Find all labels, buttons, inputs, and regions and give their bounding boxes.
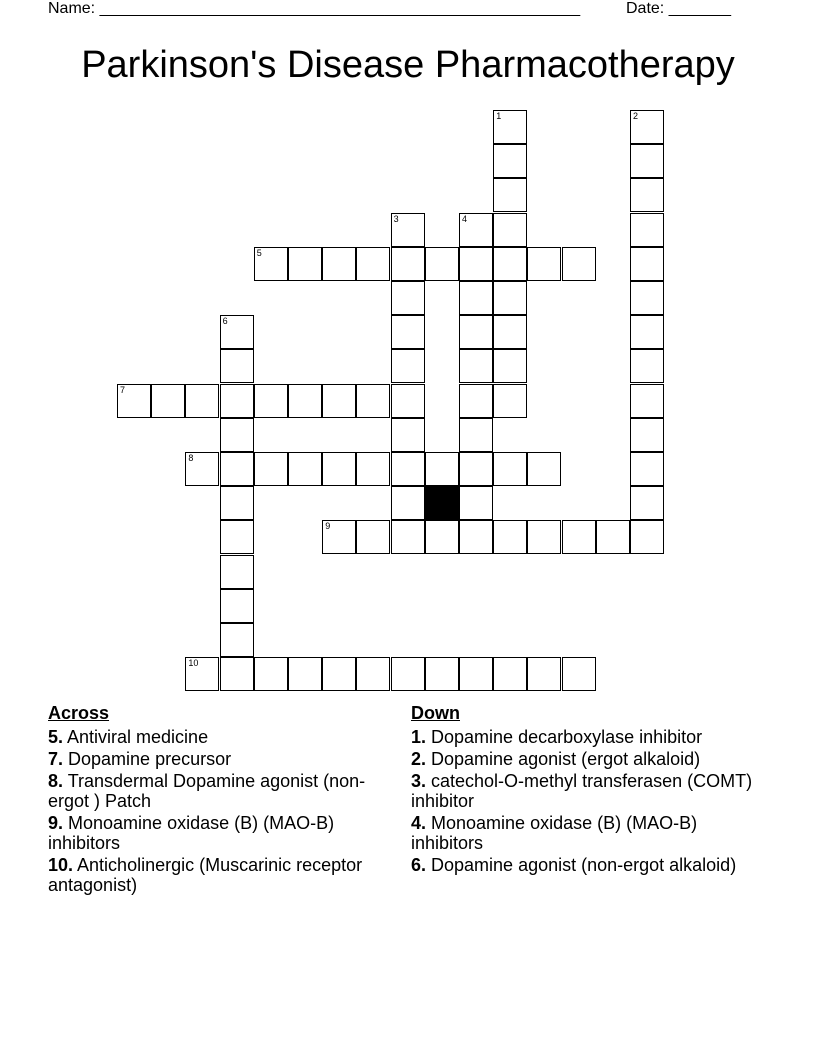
grid-cell[interactable]	[322, 384, 356, 418]
grid-cell[interactable]	[220, 418, 254, 452]
grid-cell[interactable]	[493, 144, 527, 178]
grid-cell[interactable]	[288, 247, 322, 281]
grid-cell[interactable]	[322, 657, 356, 691]
grid-cell[interactable]	[425, 247, 459, 281]
across-clues	[48, 702, 388, 897]
grid-cell[interactable]	[493, 315, 527, 349]
black-cell	[425, 486, 459, 520]
clue-text: Dopamine agonist (non-ergot alkaloid)	[426, 855, 737, 875]
grid-cell[interactable]	[630, 418, 664, 452]
grid-cell[interactable]	[220, 589, 254, 623]
grid-cell[interactable]	[288, 657, 322, 691]
grid-cell[interactable]	[459, 349, 493, 383]
grid-cell[interactable]	[356, 657, 390, 691]
clue-number: 6.	[411, 855, 427, 875]
clue-number: 7	[120, 384, 126, 395]
grid-cell[interactable]	[151, 384, 185, 418]
grid-cell[interactable]	[117, 384, 151, 418]
grid-cell[interactable]	[459, 384, 493, 418]
grid-cell[interactable]	[185, 452, 219, 486]
grid-cell[interactable]	[493, 110, 527, 144]
grid-cell[interactable]	[630, 315, 664, 349]
grid-cell[interactable]	[459, 486, 493, 520]
clue-text: Monoamine oxidase (B) (MAO-B) inhibitors	[411, 813, 698, 853]
clue-text: Dopamine precursor	[63, 749, 232, 769]
grid-cell[interactable]	[254, 247, 288, 281]
grid-cell[interactable]	[562, 520, 596, 554]
grid-cell[interactable]	[220, 657, 254, 691]
clue-number: 2.	[411, 749, 427, 769]
grid-cell[interactable]	[493, 349, 527, 383]
grid-cell[interactable]	[220, 349, 254, 383]
grid-cell[interactable]	[220, 623, 254, 657]
clue-number: 8	[188, 453, 194, 463]
grid-cell[interactable]	[493, 213, 527, 247]
grid-cell[interactable]	[391, 452, 425, 486]
grid-cell[interactable]	[493, 520, 527, 554]
grid-cell[interactable]	[459, 657, 493, 691]
name-field-label[interactable]: Name: ______________________________________________________	[48, 0, 581, 17]
page-title: Parkinson's Disease Pharmacotherapy	[81, 44, 735, 86]
grid-cell[interactable]	[630, 384, 664, 418]
clue-number: 9	[325, 521, 331, 532]
clue-number: 5	[256, 247, 262, 258]
grid-cell[interactable]	[493, 281, 527, 315]
grid-cell[interactable]	[459, 418, 493, 452]
clue-text: Monoamine oxidase (B) (MAO-B) inhibitors	[48, 813, 335, 853]
grid-cell[interactable]	[185, 384, 219, 418]
grid-cell[interactable]	[391, 247, 425, 281]
grid-cell[interactable]	[630, 213, 664, 247]
grid-cell[interactable]	[288, 452, 322, 486]
grid-cell[interactable]	[630, 178, 664, 212]
clue-number: 4	[462, 213, 468, 224]
grid-cell[interactable]	[459, 452, 493, 486]
grid-cell[interactable]	[527, 247, 561, 281]
grid-cell[interactable]	[630, 110, 664, 144]
grid-cell[interactable]	[288, 384, 322, 418]
clue-text: Dopamine agonist (ergot alkaloid)	[426, 749, 701, 769]
grid-cell[interactable]	[391, 657, 425, 691]
down-clue	[411, 771, 761, 811]
clue-text: Dopamine decarboxylase inhibitor	[426, 727, 703, 747]
clue-number: 10	[188, 658, 199, 669]
grid-cell[interactable]	[322, 452, 356, 486]
across-clue	[48, 727, 388, 747]
clue-number: 1.	[411, 727, 427, 747]
grid-cell[interactable]	[185, 657, 219, 691]
grid-cell[interactable]	[527, 520, 561, 554]
clue-number: 6	[222, 316, 228, 327]
grid-cell[interactable]	[356, 452, 390, 486]
grid-cell[interactable]	[220, 520, 254, 554]
grid-cell[interactable]	[630, 247, 664, 281]
down-clue-list	[411, 727, 761, 875]
across-clue-list	[48, 727, 388, 895]
clue-number: 1	[496, 111, 502, 121]
clue-number: 2	[633, 111, 639, 121]
grid-cell[interactable]	[254, 452, 288, 486]
grid-cell[interactable]	[527, 452, 561, 486]
grid-cell[interactable]	[425, 452, 459, 486]
grid-cell[interactable]	[391, 520, 425, 554]
grid-cell[interactable]	[630, 486, 664, 520]
grid-cell[interactable]	[493, 384, 527, 418]
grid-cell[interactable]	[493, 657, 527, 691]
grid-cell[interactable]	[391, 315, 425, 349]
across-clue	[48, 813, 388, 853]
across-clue	[48, 771, 388, 811]
grid-cell[interactable]	[527, 657, 561, 691]
grid-cell[interactable]	[630, 520, 664, 554]
clue-text: Transdermal Dopamine agonist (non-ergot ) Patch	[48, 771, 366, 811]
grid-cell[interactable]	[254, 657, 288, 691]
across-heading: Across	[48, 703, 110, 723]
grid-cell[interactable]	[220, 555, 254, 589]
clue-text: Antiviral medicine	[63, 727, 209, 747]
grid-cell[interactable]	[630, 144, 664, 178]
grid-cell[interactable]	[391, 281, 425, 315]
grid-cell[interactable]	[391, 486, 425, 520]
grid-cell[interactable]	[630, 452, 664, 486]
clue-number: 9.	[48, 813, 64, 833]
grid-cell[interactable]	[220, 486, 254, 520]
grid-cell[interactable]	[425, 657, 459, 691]
grid-cell[interactable]	[391, 384, 425, 418]
grid-cell[interactable]	[596, 520, 630, 554]
clue-text: Anticholinergic (Muscarinic receptor antagonist)	[48, 855, 363, 895]
down-clues	[411, 702, 761, 877]
clue-text: catechol-O-methyl transferasen (COMT) inhibitor	[411, 771, 753, 811]
across-clue	[48, 749, 388, 769]
grid-cell[interactable]	[391, 213, 425, 247]
grid-cell[interactable]	[562, 657, 596, 691]
grid-cell[interactable]	[459, 247, 493, 281]
grid-cell[interactable]	[493, 178, 527, 212]
grid-cell[interactable]	[630, 281, 664, 315]
grid-cell[interactable]	[630, 349, 664, 383]
grid-cell[interactable]	[391, 349, 425, 383]
grid-cell[interactable]	[322, 247, 356, 281]
clue-number: 7.	[48, 749, 64, 769]
grid-cell[interactable]	[356, 520, 390, 554]
across-clue	[48, 855, 388, 895]
clue-number: 5.	[48, 727, 64, 747]
grid-cell[interactable]	[220, 315, 254, 349]
down-clue	[411, 727, 761, 747]
grid-cell[interactable]	[356, 247, 390, 281]
grid-cell[interactable]	[220, 452, 254, 486]
grid-cell[interactable]	[254, 384, 288, 418]
grid-cell[interactable]	[562, 247, 596, 281]
clue-number: 3	[393, 213, 399, 224]
grid-cell[interactable]	[322, 520, 356, 554]
clue-number: 4.	[411, 813, 427, 833]
grid-cell[interactable]	[493, 247, 527, 281]
grid-cell[interactable]	[459, 520, 493, 554]
clue-number: 8.	[48, 771, 64, 791]
grid-cell[interactable]	[459, 315, 493, 349]
down-clue	[411, 813, 761, 853]
grid-cell[interactable]	[459, 281, 493, 315]
down-heading: Down	[411, 703, 460, 723]
grid-cell[interactable]	[493, 452, 527, 486]
clue-number: 3.	[411, 771, 427, 791]
grid-cell[interactable]	[220, 384, 254, 418]
grid-cell[interactable]	[356, 384, 390, 418]
date-field-label[interactable]: Date: _______	[626, 0, 731, 17]
grid-cell[interactable]	[391, 418, 425, 452]
down-clue	[411, 749, 761, 769]
down-clue	[411, 855, 761, 875]
grid-cell[interactable]	[459, 213, 493, 247]
grid-cell[interactable]	[425, 520, 459, 554]
clue-number: 10.	[48, 855, 74, 875]
